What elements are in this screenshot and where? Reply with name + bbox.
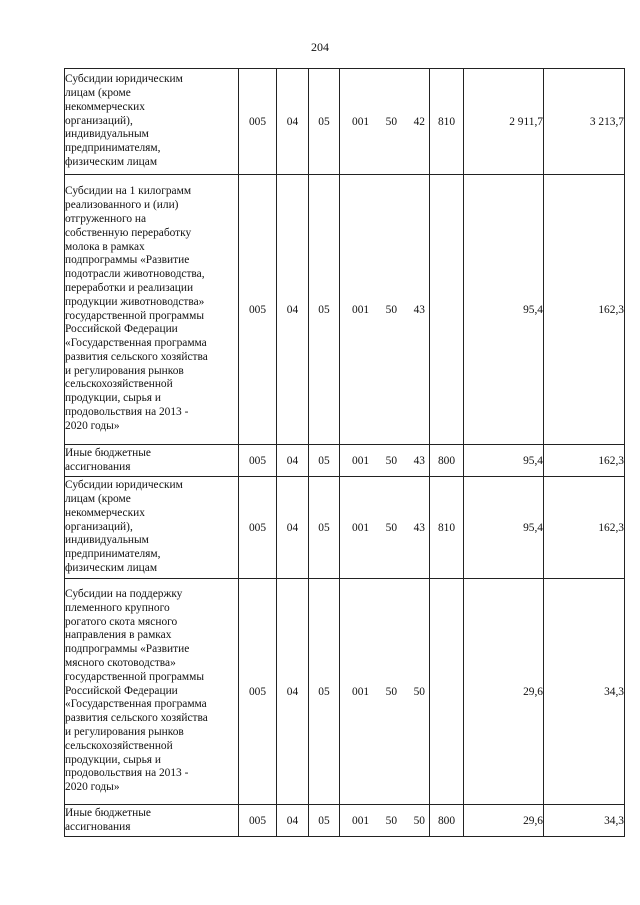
table-row — [65, 175, 625, 445]
amount-year-1: 29,6 — [464, 579, 544, 805]
row-description: Субсидии на поддержку племенного крупного рогатого скота мясного направления в рамках подпрограммы «Развитие мясного скотоводства» государственной программы Российской Федерации «Государственная программа развития сельского хозяйства и регулирования рынков сельскохозяйственной продукции, сырья и продовольствия на 2013 - 2020 годы» — [65, 579, 239, 805]
budget-table — [64, 68, 625, 837]
csr-part: 50 — [385, 685, 398, 698]
amount-year-2: 34,3 — [544, 805, 625, 837]
expense-type-code: 810 — [430, 69, 464, 175]
amount-year-2: 162,3 — [544, 477, 625, 579]
csr-part: 001 — [352, 115, 370, 128]
amount-year-1: 2 911,7 — [464, 69, 544, 175]
csr-part: 50 — [413, 685, 425, 698]
section-code: 04 — [277, 477, 309, 579]
csr-part: 50 — [385, 454, 398, 467]
expense-type-code: 810 — [430, 477, 464, 579]
ministry-code: 005 — [239, 69, 277, 175]
subsection-code: 05 — [309, 175, 340, 445]
section-code: 04 — [277, 805, 309, 837]
ministry-code: 005 — [239, 579, 277, 805]
amount-year-2: 34,3 — [544, 579, 625, 805]
subsection-code: 05 — [309, 805, 340, 837]
expense-type-code — [430, 579, 464, 805]
table-row — [65, 805, 625, 837]
csr-part: 43 — [413, 303, 425, 316]
csr-part: 001 — [352, 303, 370, 316]
row-description: Иные бюджетные ассигнования — [65, 445, 239, 477]
section-code: 04 — [277, 579, 309, 805]
csr-part: 001 — [352, 521, 370, 534]
expense-type-code — [430, 175, 464, 445]
csr-part: 42 — [413, 115, 425, 128]
target-article-code — [340, 445, 430, 477]
ministry-code: 005 — [239, 805, 277, 837]
subsection-code: 05 — [309, 579, 340, 805]
csr-part: 50 — [385, 303, 398, 316]
csr-part: 50 — [413, 814, 425, 827]
subsection-code: 05 — [309, 69, 340, 175]
expense-type-code: 800 — [430, 445, 464, 477]
row-description: Субсидии юридическим лицам (кроме некоммерческих организаций), индивидуальным предпринимателям, физическим лицам — [65, 69, 239, 175]
expense-type-code: 800 — [430, 805, 464, 837]
ministry-code: 005 — [239, 445, 277, 477]
csr-part: 50 — [385, 521, 398, 534]
csr-part: 43 — [413, 521, 425, 534]
csr-part: 001 — [352, 814, 370, 827]
csr-part: 50 — [385, 115, 398, 128]
row-description: Иные бюджетные ассигнования — [65, 805, 239, 837]
row-description: Субсидии юридическим лицам (кроме некоммерческих организаций), индивидуальным предпринимателям, физическим лицам — [65, 477, 239, 579]
target-article-code — [340, 805, 430, 837]
csr-part: 50 — [385, 814, 398, 827]
ministry-code: 005 — [239, 477, 277, 579]
target-article-code — [340, 69, 430, 175]
table-row — [65, 477, 625, 579]
page-number: 204 — [311, 40, 329, 54]
subsection-code: 05 — [309, 445, 340, 477]
amount-year-1: 95,4 — [464, 445, 544, 477]
row-description: Субсидии на 1 килограмм реализованного и (или) отгруженного на собственную переработку молока в рамках подпрограммы «Развитие подотрасли животноводства, переработки и реализации продукции животноводства» государственной программы Российской Федерации «Государственная программа развития сельского хозяйства и регулирования рынков сельскохозяйственной продукции, сырья и продовольствия на 2013 - 2020 годы» — [65, 175, 239, 445]
table-row — [65, 579, 625, 805]
subsection-code: 05 — [309, 477, 340, 579]
section-code: 04 — [277, 445, 309, 477]
amount-year-2: 162,3 — [544, 175, 625, 445]
target-article-code — [340, 579, 430, 805]
csr-part: 001 — [352, 454, 370, 467]
amount-year-1: 29,6 — [464, 805, 544, 837]
csr-part: 43 — [413, 454, 425, 467]
table-row — [65, 69, 625, 175]
section-code: 04 — [277, 69, 309, 175]
ministry-code: 005 — [239, 175, 277, 445]
amount-year-2: 162,3 — [544, 445, 625, 477]
table-row — [65, 445, 625, 477]
amount-year-1: 95,4 — [464, 477, 544, 579]
amount-year-2: 3 213,7 — [544, 69, 625, 175]
target-article-code — [340, 175, 430, 445]
target-article-code — [340, 477, 430, 579]
csr-part: 001 — [352, 685, 370, 698]
section-code: 04 — [277, 175, 309, 445]
amount-year-1: 95,4 — [464, 175, 544, 445]
